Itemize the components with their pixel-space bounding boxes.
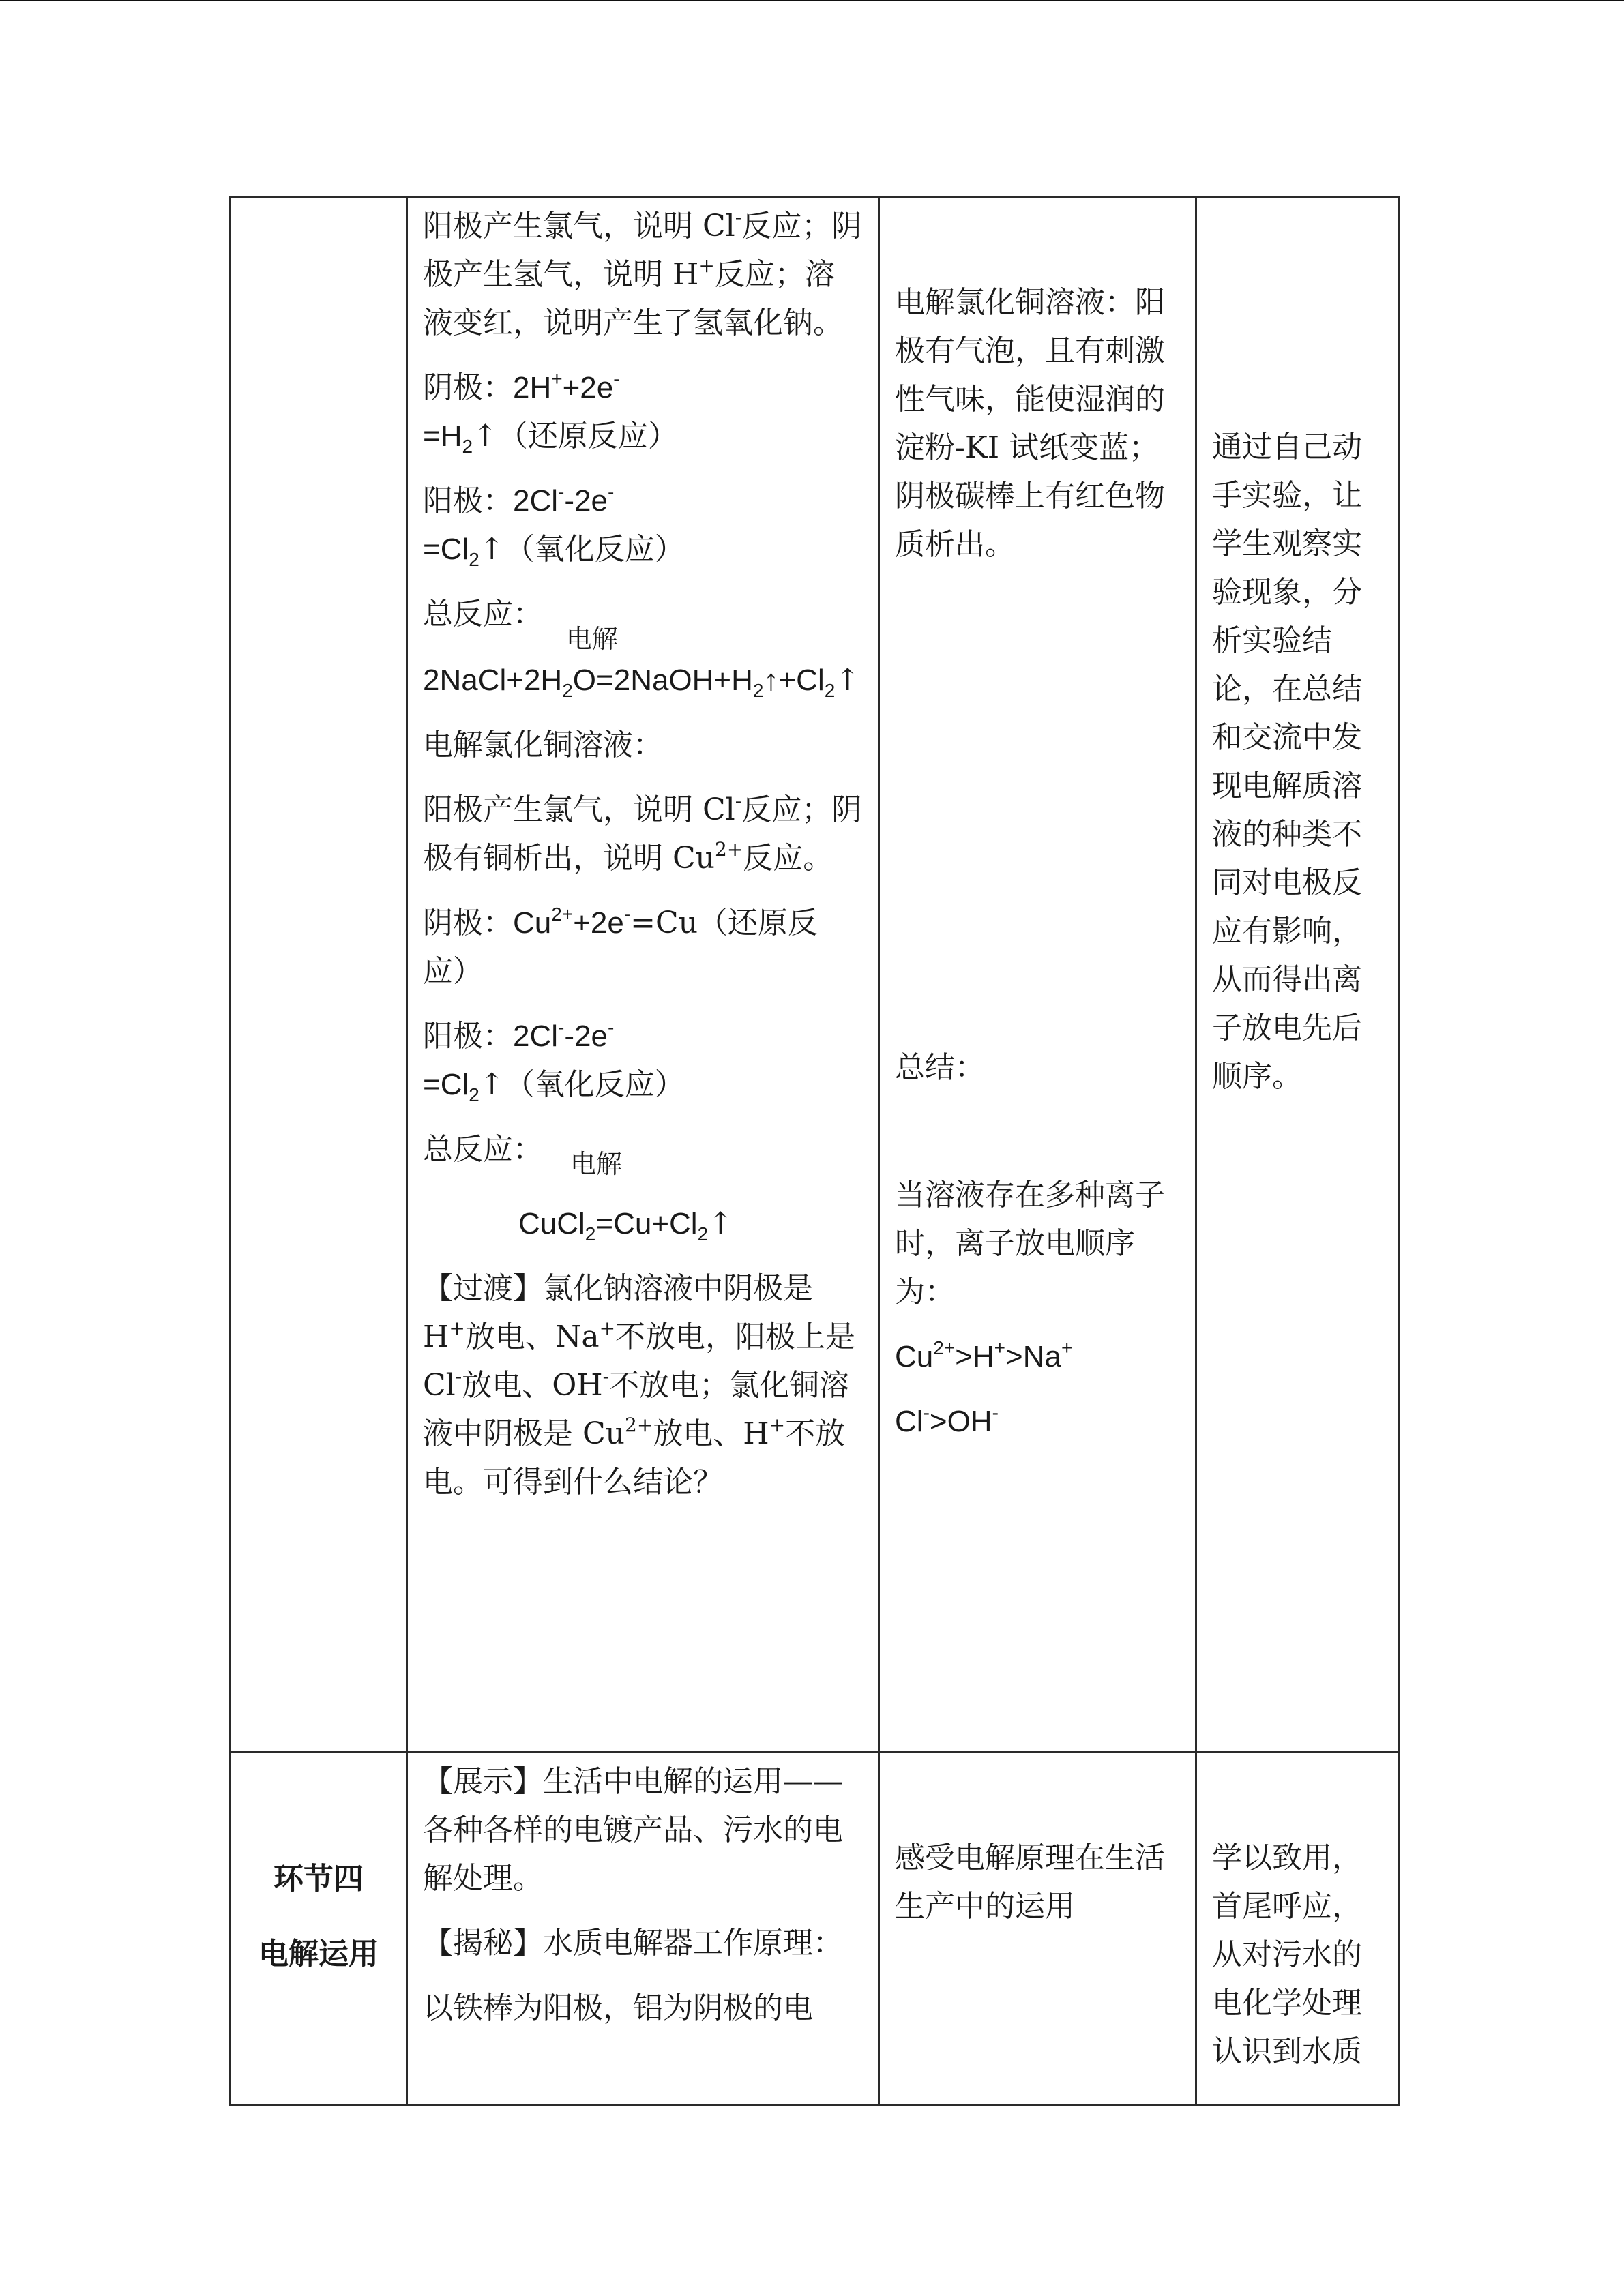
cucl-heading: 电解氯化铜溶液：	[423, 728, 663, 762]
nacl-analysis: 阳极产生氯气，说明 Cl-反应；阴极产生氢气，说明 H+反应；溶液变红，说明产生了氢氧化钠。	[423, 206, 862, 340]
page-top-edge	[0, 0, 1624, 1]
student-activity-cell	[879, 1753, 1196, 2105]
design-intent-cell	[1196, 1753, 1399, 2105]
cucl-total-equation: $CuCl_2=Cu+Cl_2↑$	[518, 1206, 734, 1244]
cucl-observation: 电解氯化铜溶液：阳极有气泡，且有刺激性气味，能使湿润的淀粉-KI 试纸变蓝；阴极碳棒上有红色物质析出。	[895, 285, 1165, 562]
student-activity-cell	[879, 197, 1196, 1753]
cucl-anode-equation: 阳极：$2Cl^--2e^-=Cl_2↑$（氧化反应）	[423, 1017, 685, 1105]
design-intent-text: 学以致用，首尾呼应，从对污水的电化学处理认识到水质	[1212, 1840, 1362, 2069]
anion-discharge-order: Cl->OH-	[895, 1402, 999, 1438]
teacher-activity-cell	[407, 197, 879, 1753]
teacher-activity-cell	[407, 1753, 879, 2105]
nacl-total-equation: 电解 $2NaCl+2H_2O=2NaOH+H_2↑+Cl_2↑$	[423, 622, 863, 704]
design-intent-text: 通过自己动手实验，让学生观察实验现象，分析实验结论，在总结和交流中发现电解质溶液的种类不同对电极反应有影响，从而得出离子放电先后顺序。	[1212, 430, 1362, 1094]
cucl-total-label: 总反应： 电解	[423, 1132, 623, 1179]
nacl-anode-equation: 阳极：$2Cl^--2e^-=Cl_2↑$（氧化反应）	[423, 481, 685, 570]
summary-label: 总结：	[895, 1050, 985, 1085]
cation-discharge-order: $Cu^{2+}>H^+>Na^+$	[895, 1337, 1073, 1373]
stage-subtitle: 电解运用	[259, 1937, 379, 1971]
student-activity-text: 感受电解原理在生活生产中的运用	[895, 1840, 1165, 1924]
stage-title: 环节四	[274, 1862, 364, 1896]
table-row	[231, 197, 1399, 1753]
principle-paragraph: 以铁棒为阳极，铝为阴极的电	[423, 1991, 813, 2025]
stage-cell	[231, 1753, 407, 2105]
summary-text: 当溶液存在多种离子时，离子放电顺序为：	[895, 1178, 1165, 1309]
nacl-total-label: 总反应：	[423, 597, 543, 631]
design-intent-cell	[1196, 197, 1399, 1753]
electrolysis-condition: 电解	[570, 1149, 623, 1179]
stage-cell	[231, 197, 407, 1753]
cucl-cathode-equation: 阴极：$Cu^{2+}+2e^-=Cu$（还原反应）	[423, 904, 818, 989]
reveal-paragraph: 【揭秘】水质电解器工作原理：	[423, 1926, 843, 1960]
transition-paragraph: 【过渡】氯化钠溶液中阴极是 H+放电、Na+不放电，阳极上是 Cl-放电、OH-不放电；氯化铜溶液中阴极是 $Cu^{2+}$放电、H+不放电。可得到什么结论？	[423, 1271, 856, 1500]
electrolysis-condition: 电解	[566, 624, 619, 654]
nacl-cathode-equation: 阴极：$2H^++2e^-=H_2↑$（还原反应）	[423, 368, 678, 457]
cucl-analysis: 阳极产生氯气，说明 Cl-反应；阴极有铜析出，说明 $Cu^{2+}$反应。	[423, 790, 862, 876]
lesson-plan-table	[229, 196, 1400, 2106]
table-row	[231, 1753, 1399, 2105]
display-paragraph: 【展示】生活中电解的运用——各种各样的电镀产品、污水的电解处理。	[423, 1764, 843, 1896]
